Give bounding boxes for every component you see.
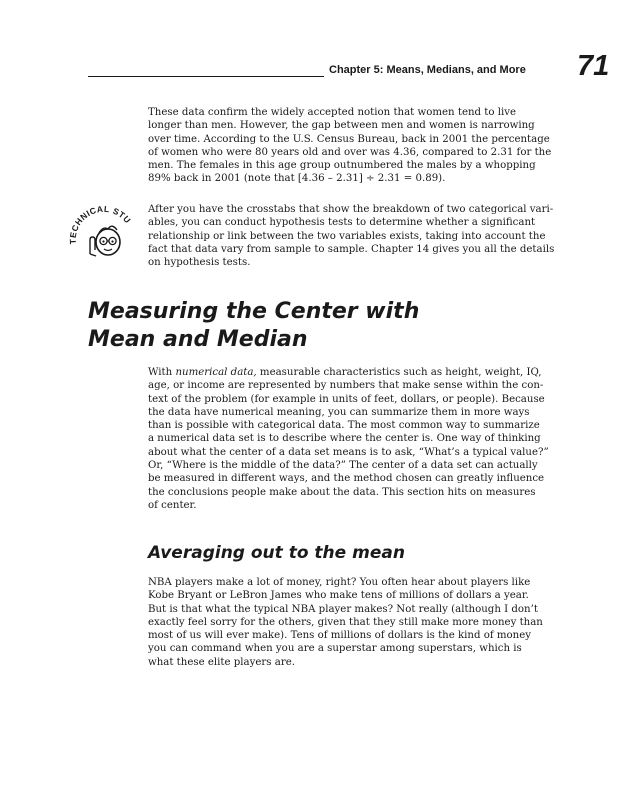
text-fragment: measurable characteristics such as height, weight, IQ, bbox=[256, 367, 542, 378]
text-line: over time. According to the U.S. Census Bureau, back in 2001 the percentage bbox=[148, 133, 550, 145]
text-line: you can command when you are a superstar among superstars, which is bbox=[148, 643, 522, 655]
text-line: ables, you can conduct hypothesis tests to determine whether a significant bbox=[148, 217, 536, 229]
text-line bbox=[148, 366, 548, 379]
page-number: 71 bbox=[577, 50, 610, 82]
text-line: 89% back in 2001 (note that [4.36 – 2.31] ÷ 2.31 = 0.89). bbox=[148, 173, 446, 185]
technical-stuff-label: TECHNICAL STU bbox=[67, 203, 134, 245]
text-line: the conclusions people make about the data. This section hits on measures bbox=[148, 486, 536, 498]
paragraph-census-data bbox=[148, 106, 552, 186]
text-line: But is that what the typical NBA player makes? Not really (although I don’t bbox=[148, 603, 538, 615]
text-line: After you have the crosstabs that show the breakdown of two categorical vari- bbox=[148, 204, 554, 215]
technical-stuff-icon bbox=[66, 200, 138, 262]
section-heading-line: Measuring the Center with bbox=[88, 299, 420, 324]
text-line: exactly feel sorry for the others, given that they still make more money than bbox=[148, 616, 543, 628]
subsection-heading: Averaging out to the mean bbox=[148, 543, 405, 563]
header-rule bbox=[88, 76, 324, 77]
text-line: the data have numerical meaning, you can summarize them in more ways bbox=[148, 406, 530, 418]
text-line: text of the problem (for example in units of feet, dollars, or people). Because bbox=[148, 393, 545, 405]
text-line: Kobe Bryant or LeBron James who make tens of millions of dollars a year. bbox=[148, 590, 529, 602]
emphasis-term: numerical data, bbox=[175, 367, 257, 378]
text-line: what these elite players are. bbox=[148, 656, 295, 668]
text-line: than is possible with categorical data. The most common way to summarize bbox=[148, 420, 540, 432]
text-fragment: With bbox=[148, 367, 176, 378]
paragraph-nba-salaries bbox=[148, 576, 548, 669]
section-heading bbox=[88, 298, 419, 354]
text-line: longer than men. However, the gap between men and women is narrowing bbox=[148, 120, 535, 132]
text-line: most of us will ever make). Tens of millions of dollars is the kind of money bbox=[148, 630, 532, 642]
paragraph-numerical-data bbox=[148, 366, 548, 512]
text-line: NBA players make a lot of money, right? You often hear about players like bbox=[148, 577, 531, 588]
text-line: about what the center of a data set means is to ask, “What’s a typical value?” bbox=[148, 446, 549, 458]
section-heading-line: Mean and Median bbox=[88, 327, 308, 352]
text-line: fact that data vary from sample to sample. Chapter 14 gives you all the details bbox=[148, 243, 555, 255]
text-line: relationship or link between the two variables exists, taking into account the bbox=[148, 230, 546, 242]
paragraph-crosstabs bbox=[148, 203, 555, 269]
text-line: age, or income are represented by numbers that make sense within the con- bbox=[148, 380, 544, 392]
running-header-chapter: Chapter 5: Means, Medians, and More bbox=[329, 64, 526, 76]
text-line: be measured in different ways, and the method chosen can greatly influence bbox=[148, 473, 545, 485]
text-line: on hypothesis tests. bbox=[148, 257, 251, 269]
text-line: of women who were 80 years old and over was 4.36, compared to 2.31 for the bbox=[148, 146, 552, 158]
text-line: These data confirm the widely accepted notion that women tend to live bbox=[148, 107, 517, 118]
text-line: of center. bbox=[148, 499, 197, 511]
text-line: men. The females in this age group outnumbered the males by a whopping bbox=[148, 160, 536, 172]
text-line: a numerical data set is to describe where the center is. One way of thinking bbox=[148, 433, 541, 445]
text-line: Or, “Where is the middle of the data?” The center of a data set can actually bbox=[148, 460, 538, 472]
